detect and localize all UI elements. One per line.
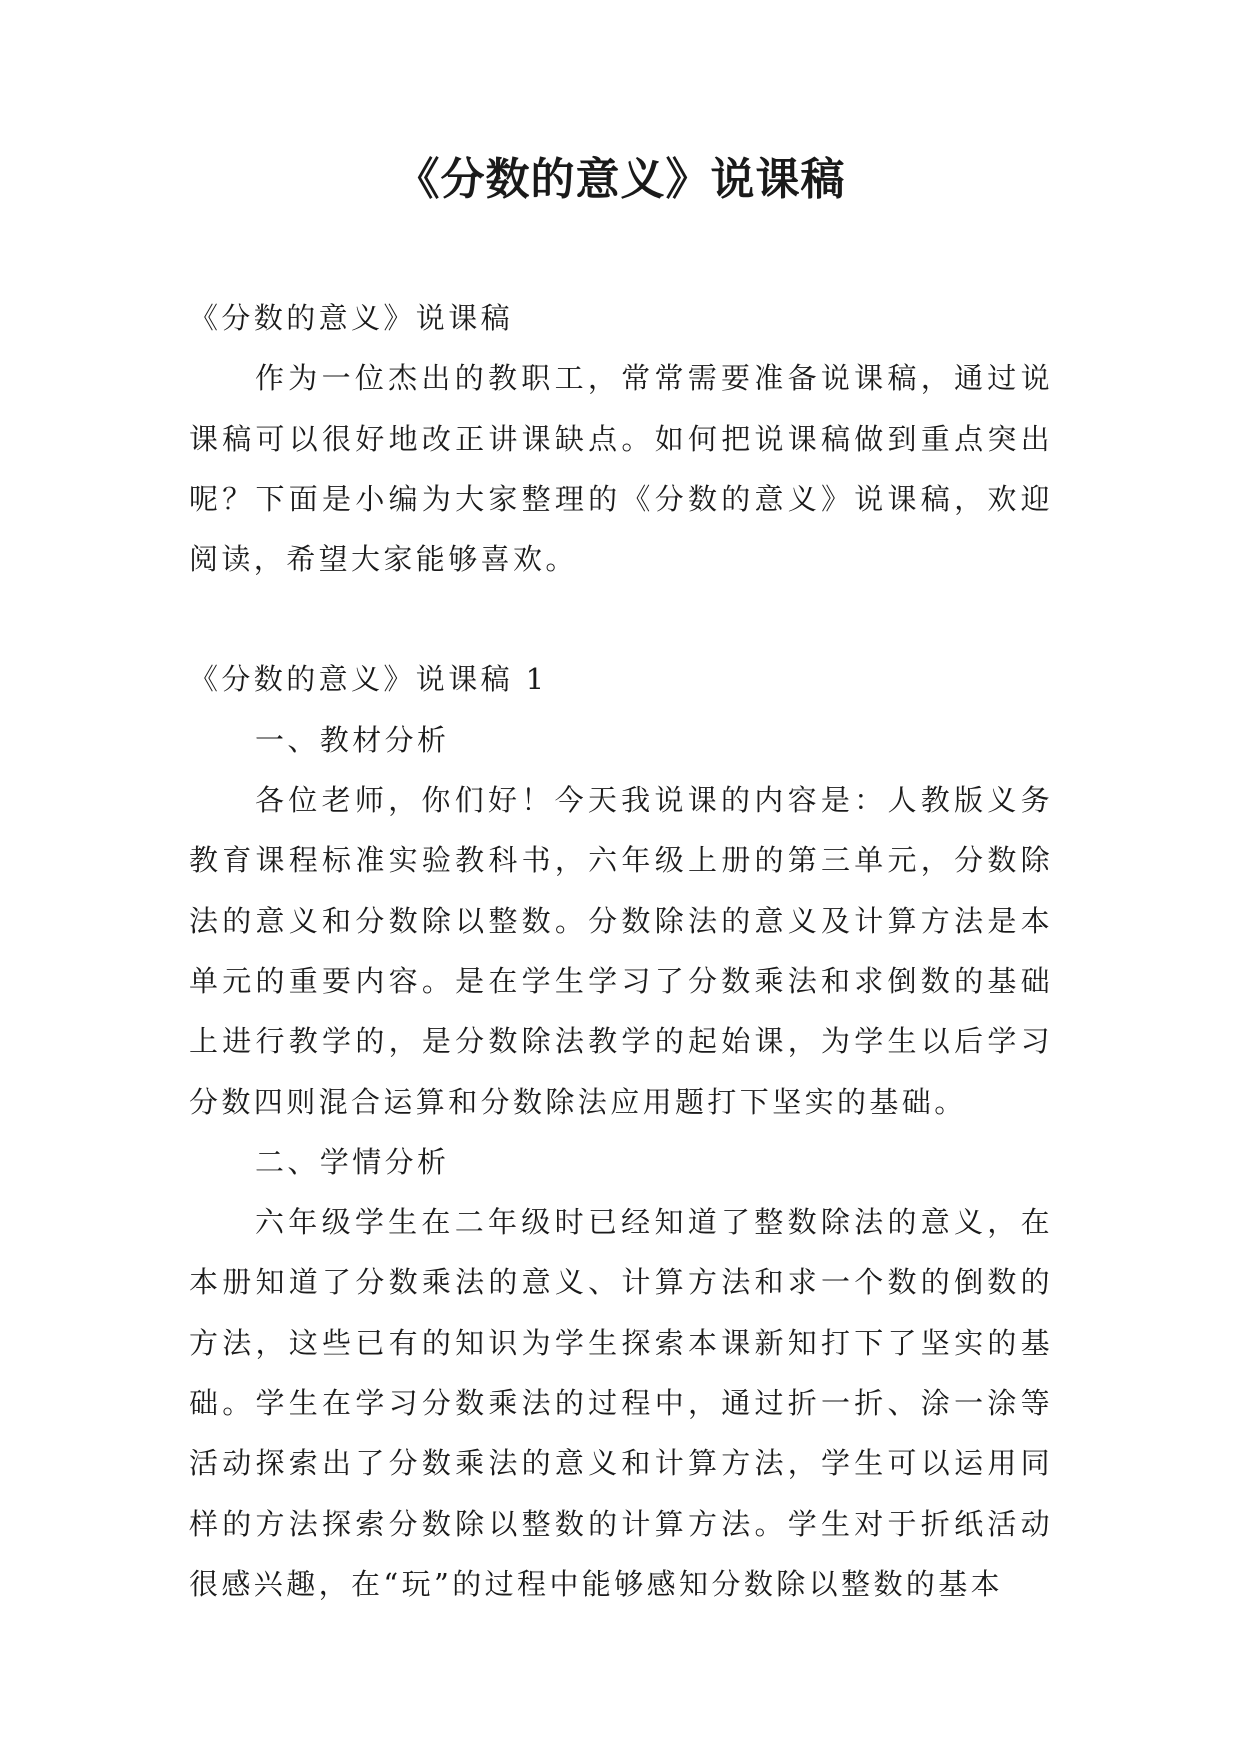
part1-heading: 一、教材分析 [255, 722, 450, 757]
section1-heading: 《分数的意义》说课稿 1 [189, 662, 548, 697]
intro-paragraph: 作为一位杰出的教职工，常常需要准备说课稿，通过说课稿可以很好地改正讲课缺点。如何把说课稿做到重点突出呢？下面是小编为大家整理的《分数的意义》说课稿，欢迎阅读，希望大家能够喜欢。 [189, 361, 1053, 577]
section-spacer [189, 589, 1053, 649]
part2-heading: 二、学情分析 [255, 1144, 450, 1179]
part2-paragraph: 六年级学生在二年级时已经知道了整数除法的意义，在本册知道了分数乘法的意义、计算方法和求一个数的倒数的方法，这些已有的知识为学生探索本课新知打下了坚实的基础。学生在学习分数乘法的过程中，通过折一折、涂一涂等活动探索出了分数乘法的意义和计算方法，学生可以运用同样的方法探索分数除以整数的计算方法。学生对于折纸活动很感兴趣，在“玩”的过程中能够感知分数除以整数的基本 [189, 1205, 1053, 1601]
intro-heading: 《分数的意义》说课稿 [189, 301, 514, 335]
document-body [189, 288, 1053, 1614]
part1-paragraph: 各位老师，你们好！今天我说课的内容是：人教版义务教育课程标准实验教科书，六年级上册的第三单元，分数除法的意义和分数除以整数。分数除法的意义及计算方法是本单元的重要内容。是在学生学习了分数乘法和求倒数的基础上进行教学的，是分数除法教学的起始课，为学生以后学习分数四则混合运算和分数除法应用题打下坚实的基础。 [189, 783, 1053, 1119]
document-title: 《分数的意义》说课稿 [395, 154, 846, 205]
